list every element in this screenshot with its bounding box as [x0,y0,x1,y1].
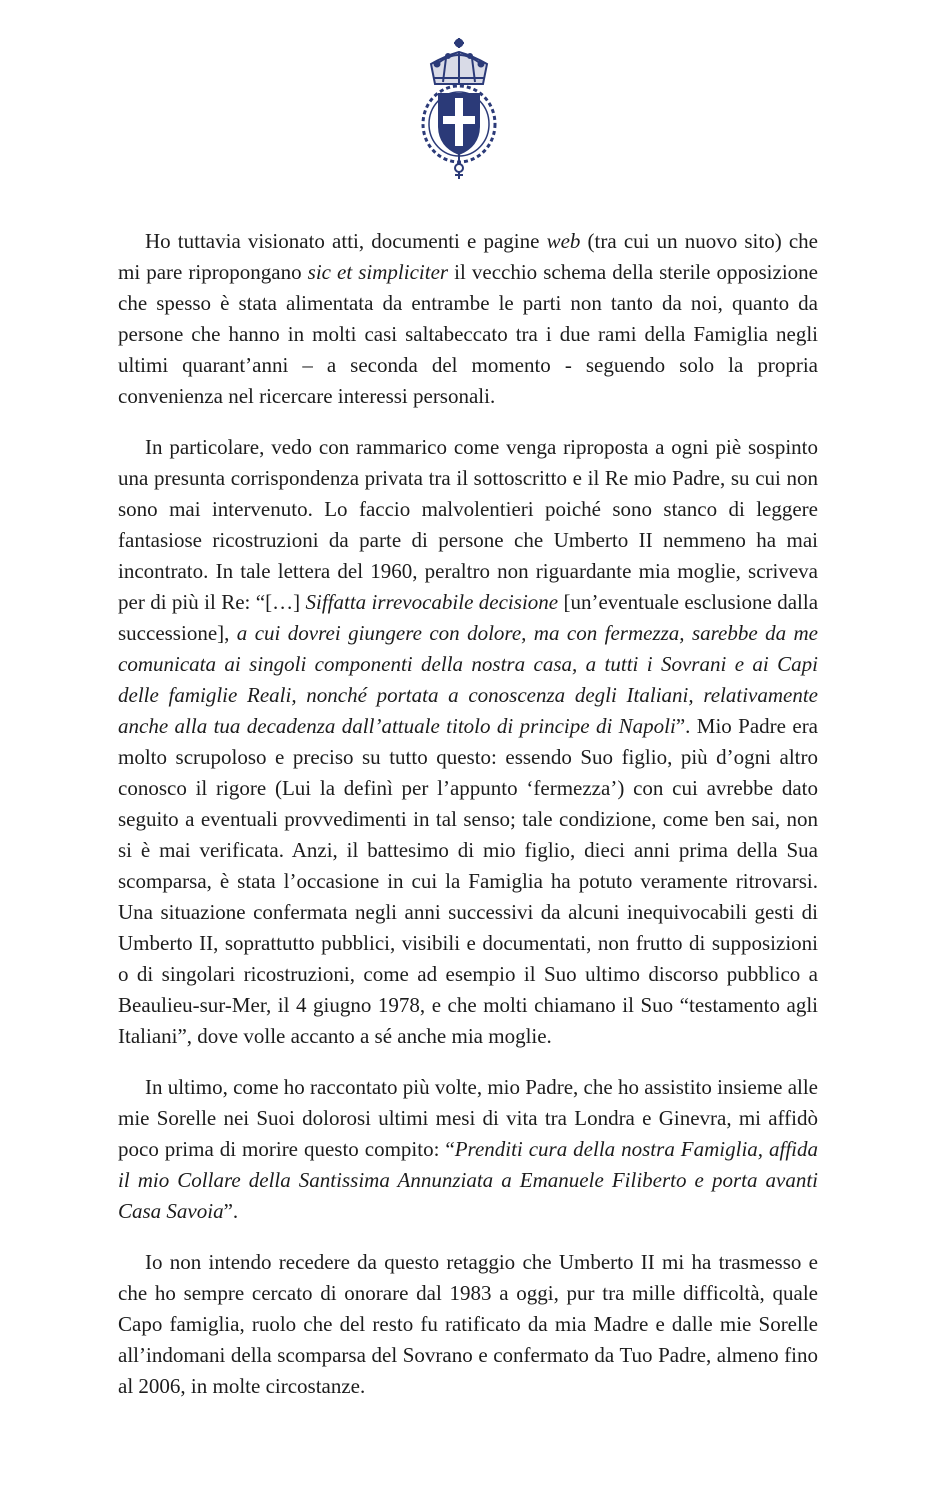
letter-body [118,226,818,1422]
text-run: (tra cui un nuovo sito) che mi pare ripropongano [118,229,818,284]
text-run: In particolare, vedo con rammarico come venga riproposta a ogni piè sospinto una presunta corrispondenza privata tra il sottoscritto e il Re mio Padre, su cui non sono mai intervenuto. Lo faccio malvolentieri poiché sono stanco di leggere fantasiose ricostruzioni da parte di persone che Umberto II nemmeno ha mai incontrato. In tale lettera del 1960, peraltro non riguardante mia moglie, scriveva per di più il Re: “[…] [118,435,818,614]
paragraph [118,226,818,412]
italic-text: a cui dovrei giungere con dolore, ma con fermezza, sarebbe da me comunicata ai singoli componenti della nostra casa, a tutti i Sovrani e ai Capi delle famiglie Reali, nonché portata a conoscenza degli Italiani, relativamente anche alla tua decadenza dall’attuale titolo di principe di Napoli [118,621,818,738]
text-run: [un’eventuale esclusione dalla successione], [118,590,819,645]
italic-text: Siffatta irrevocabile decisione [305,590,559,614]
savoy-crest-icon [413,34,505,179]
text-run: il vecchio schema della sterile opposizione che spesso è stata alimentata da entrambe le parti non tanto da noi, quanto da persone che hanno in molti casi saltabeccato tra i due rami della Famiglia negli ultimi quarant’anni – a seconda del momento - seguendo solo la propria convenienza nel ricercare interessi personali. [118,260,818,408]
paragraph [118,432,818,1052]
paragraph [118,1072,818,1227]
text-run: Io non intendo recedere da questo retaggio che Umberto II mi ha trasmesso e che ho sempre cercato di onorare dal 1983 a oggi, pur tra mille difficoltà, quale Capo famiglia, ruolo che del resto fu ratificato da mia Madre e dalle mie Sorelle all’indomani della scomparsa del Sovrano e confermato da Tuo Padre, almeno fino al 2006, in molte circostanze. [118,1250,818,1398]
text-run: In ultimo, come ho raccontato più volte, mio Padre, che ho assistito insieme alle mie Sorelle nei Suoi dolorosi ultimi mesi di vita tra Londra e Ginevra, mi affidò poco prima di morire questo compito: “ [118,1075,819,1161]
italic-text: web [546,229,581,253]
text-run: Ho tuttavia visionato atti, documenti e pagine [145,229,547,253]
paragraph [118,1247,818,1402]
text-run: ”. [223,1199,239,1223]
italic-text: sic et simpliciter [307,260,449,284]
text-run: ”. Mio Padre era molto scrupoloso e preciso su tutto questo: essendo Suo figlio, più d’ogni altro conosco il rigore (Lui la definì per l’appunto ‘fermezza’) con cui avrebbe dato seguito a eventuali provvedimenti in tal senso; tale condizione, come ben sai, non si è mai verificata. Anzi, il battesimo di mio figlio, dieci anni prima della Sua scomparsa, è stata l’occasione in cui la Famiglia ha potuto veramente ritrovarsi. Una situazione confermata negli anni successivi da alcuni inequivocabili gesti di Umberto II, soprattutto pubblici, visibili e documentati, non frutto di supposizioni o di singolari ricostruzioni, come ad esempio il Suo ultimo discorso pubblico a Beaulieu-sur-Mer, il 4 giugno 1978, e che molti chiamano il Suo “testamento agli Italiani”, dove volle accanto a sé anche mia moglie. [118,714,819,1048]
italic-text: Prenditi cura della nostra Famiglia, affida il mio Collare della Santissima Annunziata a Emanuele Filiberto e porta avanti Casa Savoia [118,1137,818,1223]
